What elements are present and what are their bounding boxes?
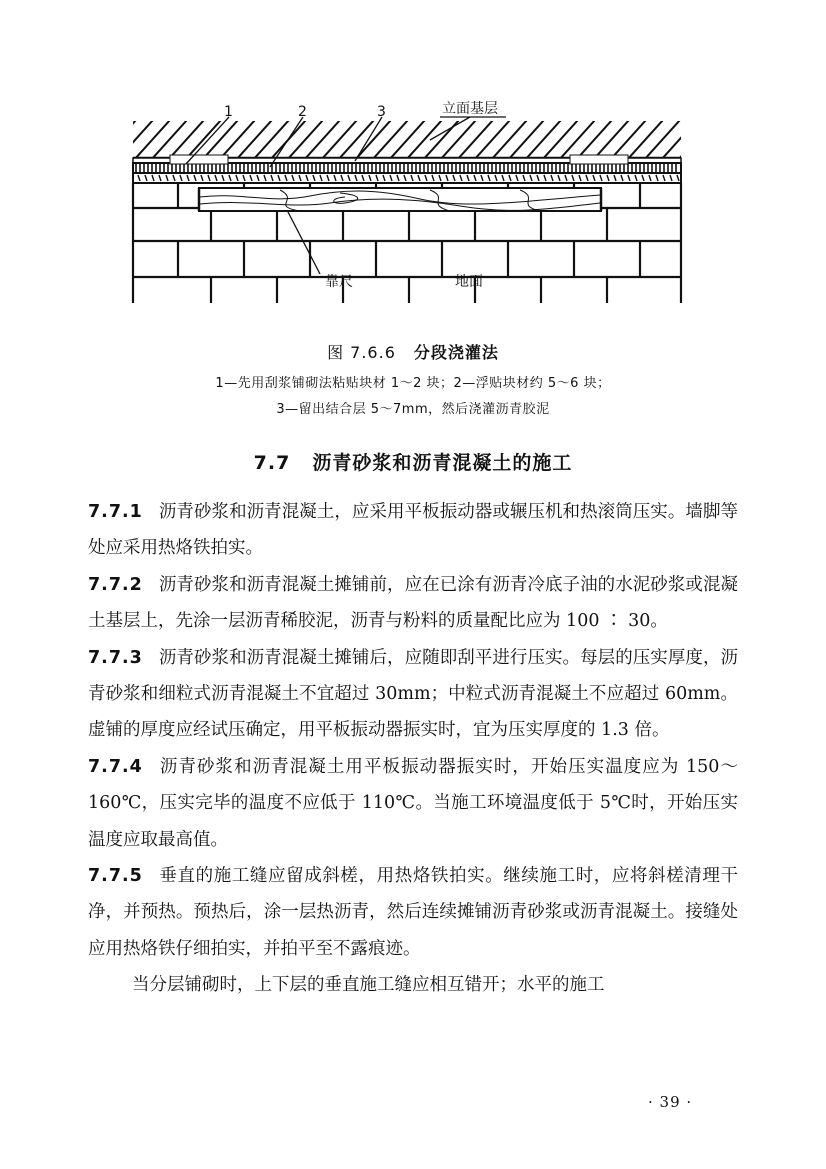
- label-ruler: 靠尺: [325, 274, 353, 290]
- clause-number: 7.7.2: [88, 574, 143, 595]
- figure-note-line-1: 1—先用刮浆铺砌法粘贴块材 1～2 块；2—浮贴块材约 5～6 块；: [215, 376, 611, 391]
- segmented-pouring-diagram: [100, 96, 720, 314]
- section-number: 7.7: [253, 452, 291, 474]
- section-heading: [0, 448, 826, 475]
- clause-text: 沥青砂浆和沥青混凝土摊铺后，应随即刮平进行压实。每层的压实厚度，沥青砂浆和细粒式沥青混凝土不宜超过 30mm；中粒式沥青混凝土不应超过 60mm。虚铺的厚度应经试压确定，用平板振动器振实时，宜为压实厚度的 1.3 倍。: [88, 647, 738, 741]
- mortar-layer: [133, 173, 681, 183]
- clause-number: 7.7.3: [88, 647, 143, 668]
- section-title: 沥青砂浆和沥青混凝土的施工: [312, 452, 573, 474]
- figure-caption: [0, 340, 826, 363]
- body-text: [88, 494, 738, 1004]
- poured-block-left: [170, 155, 228, 164]
- clause-text: 沥青砂浆和沥青混凝土用平板振动器振实时，开始压实温度应为 150～160℃，压实完毕的温度不应低于 110℃。当施工环境温度低于 5℃时，开始压实温度应取最高值。: [88, 756, 738, 850]
- clause-7-7-5: [88, 858, 738, 967]
- wall-base-hatch: [100, 120, 720, 160]
- figure-title: 分段浇灌法: [413, 343, 499, 362]
- clause-continuation: [88, 967, 738, 1003]
- clause-7-7-1: [88, 494, 738, 567]
- clause-number: 7.7.4: [88, 756, 143, 777]
- figure-note-line-2: 3—留出结合层 5～7mm，然后浇灌沥青胶泥: [276, 402, 550, 417]
- clause-7-7-4: [88, 749, 738, 858]
- figure-number: 图 7.6.6: [327, 343, 396, 362]
- clause-text: 垂直的施工缝应留成斜槎，用热烙铁拍实。继续施工时，应将斜槎清理干净，并预热。预热后，涂一层热沥青，然后连续摊铺沥青砂浆或沥青混凝土。接缝处应用热烙铁仔细拍实，并拍平至不露痕迹。: [88, 866, 738, 959]
- label-2: 2: [298, 104, 307, 120]
- clause-text: 沥青砂浆和沥青混凝土摊铺前，应在已涂有沥青冷底子油的水泥砂浆或混凝土基层上，先涂一层沥青稀胶泥，沥青与粉料的质量配比应为 100 ∶ 30。: [88, 574, 738, 632]
- page-number: · 39 ·: [648, 1093, 693, 1111]
- clause-number: 7.7.5: [88, 866, 143, 887]
- clause-7-7-2: [88, 567, 738, 640]
- clause-number: 7.7.1: [88, 502, 143, 522]
- poured-block-right: [570, 155, 628, 164]
- label-3: 3: [377, 104, 386, 120]
- label-wall-base: 立面基层: [442, 101, 498, 117]
- clause-text: 当分层铺砌时，上下层的垂直施工缝应相互错开；水平的施工: [132, 975, 605, 996]
- figure-7-6-6: [100, 96, 720, 314]
- label-ground: 地面: [455, 274, 483, 290]
- clause-text: 沥青砂浆和沥青混凝土，应采用平板振动器或辗压机和热滚筒压实。墙脚等处应采用热烙铁拍实。: [88, 502, 738, 559]
- clause-7-7-3: [88, 640, 738, 749]
- label-1: 1: [224, 104, 233, 120]
